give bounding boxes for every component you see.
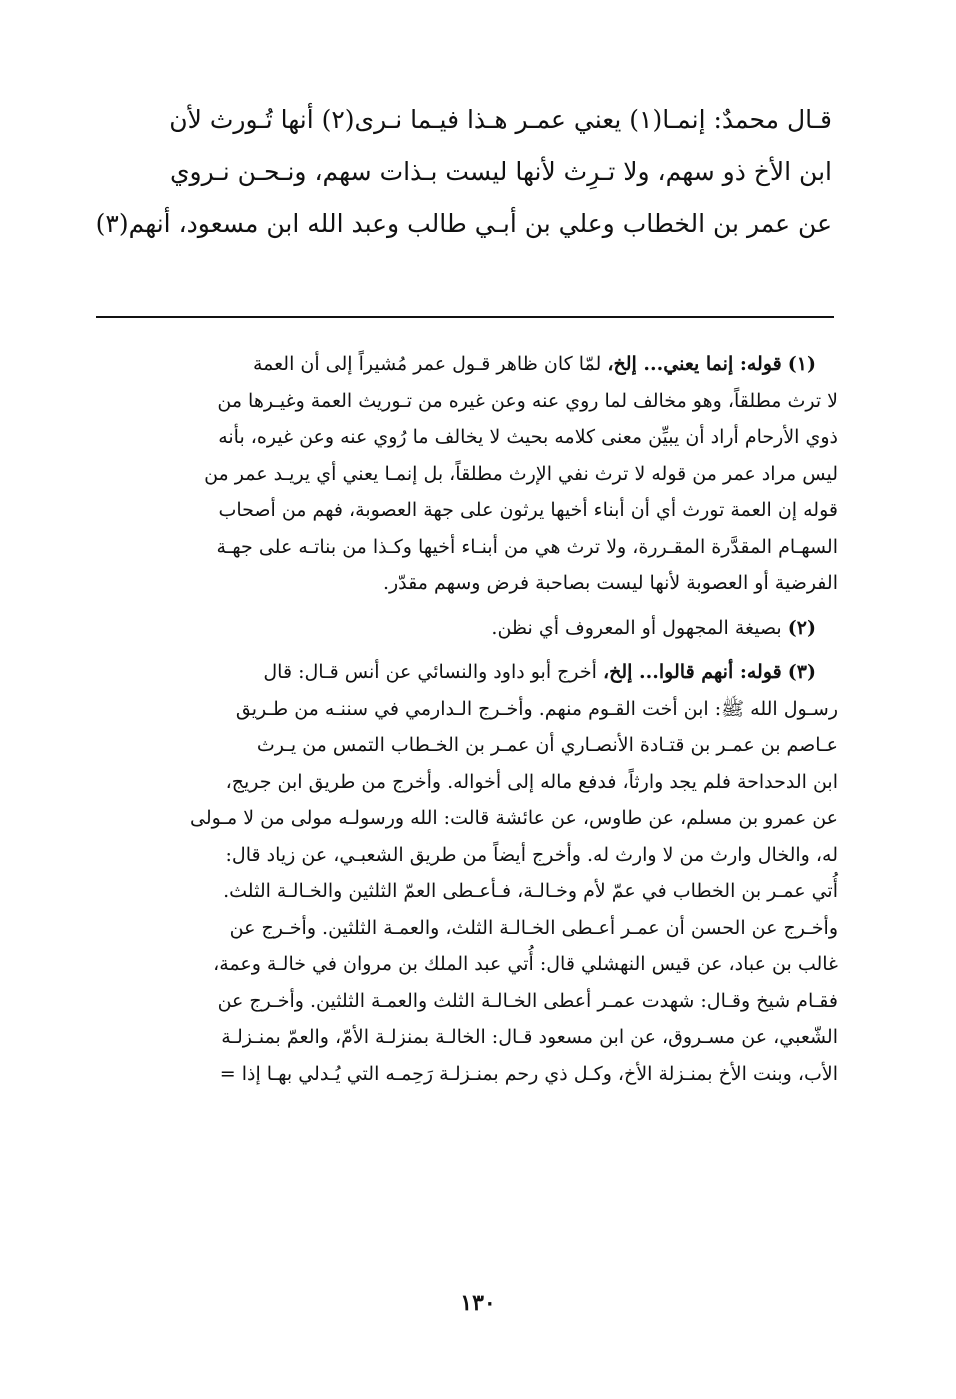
- page-number: ١٣٠: [460, 1290, 496, 1316]
- footnote-mark: (٢): [787, 616, 816, 639]
- footnote-line: عـاصم بن عمـر بن قتـادة الأنصـاري أن عمـر بن الخـطاب التمس من يـرث: [256, 734, 838, 756]
- footnote-line: رسـول الله ﷺ: ابن أخت القـوم منهم. وأخـرج الـدارمي في سننـه من طـريق: [235, 697, 838, 720]
- footnote-mark: (٣): [787, 661, 816, 683]
- footnote-text: أخرج أبو داود والنسائي عن أنس قـال: قال: [263, 661, 597, 683]
- footnote-line: عن عمرو بن مسلم، عن طاوس، عن عائشة قالت: الله ورسولـه مولى من لا مـولى: [189, 807, 838, 829]
- footnote-line: الفرضية أو العصوبة لأنها ليست بصاحبة فرض وسهم مقدّر.: [382, 572, 838, 594]
- footnote-mark: (١): [787, 353, 816, 375]
- footnote-line: فقـام شيخ وقـال: شهدت عمـر أعطى الخـالـة الثلث والعمـة الثلثين. وأخـرج عن: [217, 989, 838, 1012]
- footnote-line: وأخـرج عن الحسن أن عمـر أعـطى الخـالـة الثلث، والعمـة الثلثين. وأخـرج عن: [229, 916, 838, 939]
- footnote-text: بصيغة المجهول أو المعروف أي نظن.: [491, 616, 782, 639]
- main-text-line: قـال محمدٌ: إنمـا(١) يعني عمـر هـذا فيـما نـرى(٢) أنها تُـورث لأن: [169, 105, 832, 134]
- footnote-line: ذوي الأرحام أراد أن يبيِّن معنى كلامه بحيث لا يخالف ما رُوي عنه وعن غيره، بأنه: [218, 426, 838, 448]
- footnote-line: لا ترث مطلقاً، وهو مخالف لما روي عنه وعن غيره من تـوريث العمة وغيـرها من: [217, 389, 838, 412]
- footnote-line: أُتي عمـر بن الخطاب في عمّ لأم وخـالـة، فـأعـطى العمّ الثلثين والخـالـة الثلث.: [223, 880, 838, 902]
- footnote-2: [96, 610, 838, 647]
- footnote-line: الأب، وبنت الأخ بمنـزلة الأخ، وكـل ذي رحم بمنـزلـة رَحِمـه التي يُـدلي بهـا إذا =: [219, 1062, 838, 1085]
- footnote-line: الشّعبي، عن مسـروق، عن ابن مسعود قـال: الخالـة بمنزلـة الأمّ، والعمّ بمنـزلـة: [221, 1026, 838, 1048]
- footnote-first-line: [96, 654, 838, 691]
- footnotes: [96, 346, 838, 1100]
- main-text: [95, 94, 832, 250]
- main-text-line: عن عمر بن الخطاب وعلي بن أبـي طالب وعبد الله ابن مسعود، أنهم(٣): [95, 209, 832, 238]
- footnote-first-line: [96, 346, 838, 383]
- footnote-line: له، والخال وارث من لا وارث له. وأخرج أيضاً من طريق الشعبـي، عن زياد قال:: [225, 843, 838, 866]
- footnote-lemma: قوله: أنهم قالوا... إلخ،: [602, 661, 782, 683]
- footnote-lemma: قوله: إنما يعني... إلخ،: [607, 353, 782, 375]
- footnote-text: لمّا كان ظاهر قـول عمر مُشيراً إلى أن العمة: [252, 353, 602, 375]
- footnote-line: ليس مراد عمر من قوله لا ترث نفي الإرث مطلقاً، بل إنمـا يعني أي يريـد عمر من: [204, 462, 838, 485]
- footnote-3: [96, 654, 838, 1092]
- footnote-first-line: [96, 610, 838, 647]
- footnote-line: ابن الدحداحة فلم يجد وارثاً، فدفع ماله إلى أخواله. وأخرج من طريق ابن جريج،: [225, 770, 838, 793]
- footnote-separator: [96, 316, 834, 318]
- main-text-line: ابن الأخ ذو سهم، ولا تـرِث لأنها ليست بـذات سهم، ونـحـن نـروي: [169, 157, 832, 186]
- footnote-line: قوله إن العمة تورث أي أن أبناء أخيها يرثون على جهة العصوبة، فهم من أصحاب: [218, 499, 838, 521]
- footnote-1: [96, 346, 838, 602]
- footnote-line: السهـام المقدَّرة المقـررة، ولا ترث هي من أبنـاء أخيها وكـذا من بناتـه على جهـة: [216, 535, 838, 558]
- footnote-line: غالب بن عباد، عن قيس النهشلي قال: أُتي عبد الملك بن مروان في خالـة وعمة،: [213, 953, 838, 975]
